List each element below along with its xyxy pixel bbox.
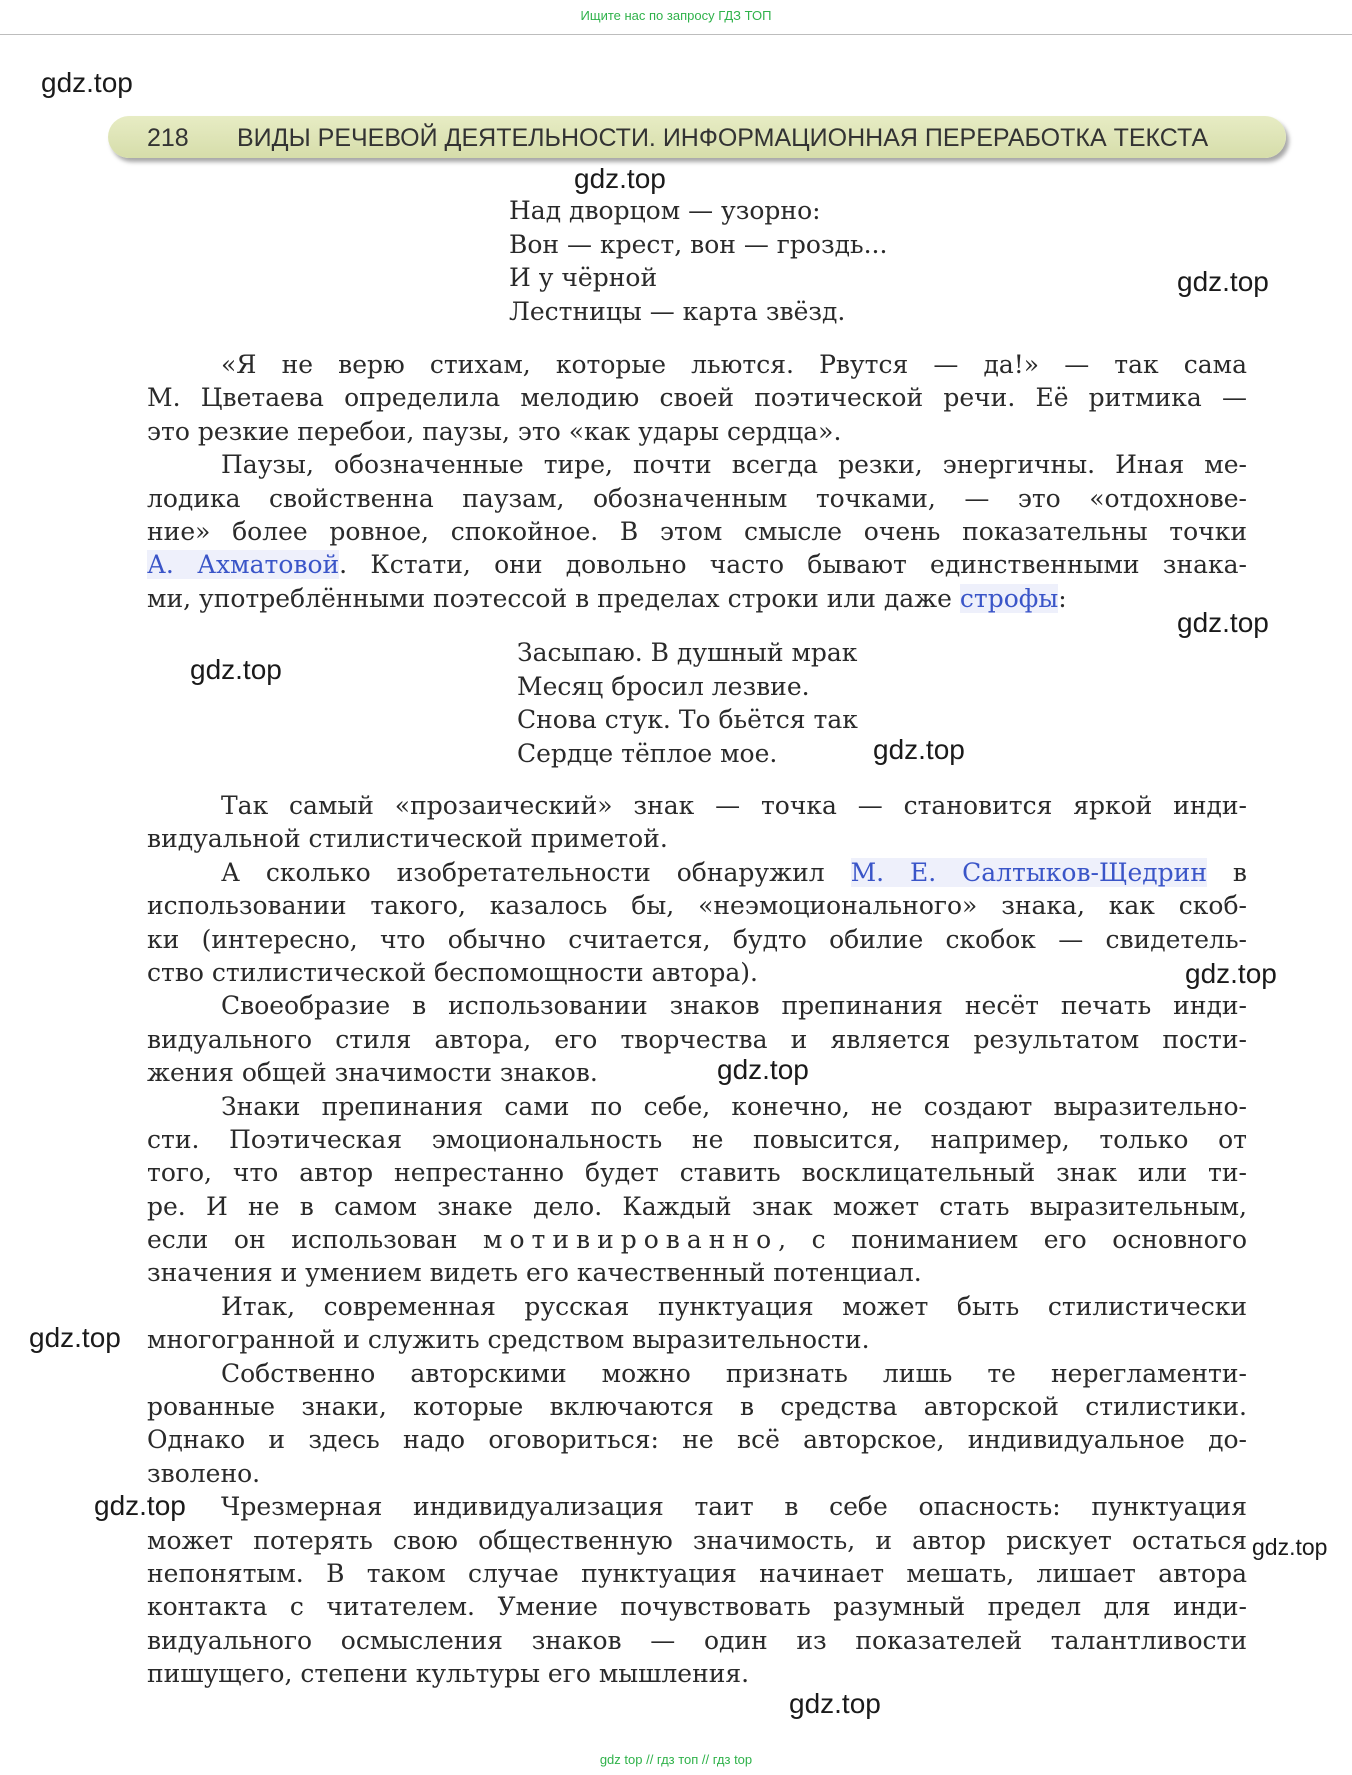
poem-line: Вон — крест, вон — гроздь... [509,229,888,259]
text-line: использовании такого, казалось бы, «неэмоционального» знака, как скоб- [147,891,1247,921]
text-line: ре. И не в самом знаке дело. Каждый знак может стать выразительным, [147,1191,1247,1221]
link-akhmatova[interactable]: А. Ахматовой [147,550,340,580]
watermark: gdz.top [873,734,965,765]
watermark: gdz.top [29,1322,121,1353]
text-line: Чрезмерная индивидуализация таит в себе опасность: пунктуация [221,1492,1247,1522]
text-line: рованные знаки, которые включаются в средства авторской стилистики. [147,1392,1247,1422]
text-line: может потерять свою общественную значимость, и автор рискует остаться [147,1525,1247,1555]
watermark: gdz.top [190,654,282,685]
text-line: Так самый «прозаический» знак — точка — становится яркой инди- [221,791,1247,820]
body-text-lower [147,789,1247,1691]
text-line: это резкие перебои, паузы, это «как удары сердца». [147,416,842,446]
text-line: жения общей значимости знаков. [147,1058,598,1088]
text-line: многогранной и служить средством выразительности. [147,1325,870,1355]
poem-line: Засыпаю. В душный мрак [517,638,858,667]
footer-links[interactable]: gdz top // гдз топ // гдз top [599,1752,753,1767]
text-line: Знаки препинания сами по себе, конечно, не создают выразительно- [221,1091,1247,1121]
text-line: М. Цветаева определила мелодию своей поэтической речи. Её ритмика — [147,383,1247,413]
text-line: ство стилистической беспомощности автора). [147,957,758,987]
poem-tsvetaeva [509,194,887,328]
text-line: ми, употреблёнными поэтессой в пределах строки или даже строфы: [147,583,1067,613]
watermark: gdz.top [1177,266,1269,297]
watermark: gdz.top [94,1490,186,1521]
text-line: пишущего, степени культуры его мышления. [147,1659,750,1689]
text-line: Однако и здесь надо оговориться: не всё авторское, индивидуальное до- [147,1425,1247,1455]
text-line: А сколько изобретательности обнаружил М. Е. Салтыков-Щедрин в [221,857,1247,887]
top-banner [0,0,1352,35]
poem-akhmatova [517,636,858,770]
text-line: ние» более ровное, спокойное. В этом смысле очень показательны точки [147,516,1247,546]
body-text-upper [147,348,1247,615]
poem-line: Сердце тёплое мое. [517,738,778,768]
watermark: gdz.top [41,67,133,98]
text-line: зволено. [147,1458,261,1488]
text-line: того, что автор непрестанно будет ставить восклицательный знак или ти- [147,1158,1247,1188]
text-line: А. Ахматовой. Кстати, они довольно часто бывают единственными знака- [147,550,1247,580]
watermark: gdz.top [717,1054,809,1085]
text-line: лодика свойственна паузам, обозначенным точками, — это «отдохнове- [147,483,1247,513]
poem-line: Месяц бросил лезвие. [517,671,810,701]
text-line: Итак, современная русская пунктуация может быть стилистически [221,1291,1247,1321]
spaced-emphasis: мотивированно [483,1225,779,1255]
text-line: ки (интересно, что обычно считается, будто обилие скобок — свидетель- [147,924,1247,954]
text-line: видуального стиля автора, его творчества и является результатом пости- [147,1024,1247,1054]
watermark: gdz.top [789,1688,881,1719]
poem-line: Снова стук. То бьётся так [517,705,858,734]
text-line: Собственно авторскими можно признать лишь те нерегламенти- [221,1358,1247,1388]
text-line: видуальной стилистической приметой. [147,824,668,854]
watermark: gdz.top [574,163,666,194]
search-hint-link[interactable]: Ищите нас по запросу ГДЗ ТОП [580,8,772,23]
text-line: значения и умением видеть его качественный потенциал. [147,1258,922,1288]
watermark: gdz.top [1252,1534,1328,1560]
link-saltykov-shchedrin[interactable]: М. Е. Салтыков-Щедрин [850,857,1208,887]
text-line: Своеобразие в использовании знаков препинания несёт печать инди- [221,991,1247,1021]
poem-line: И у чёрной [509,263,658,292]
watermark: gdz.top [1177,607,1269,638]
watermark: gdz.top [1185,958,1277,989]
poem-line: Над дворцом — узорно: [509,196,821,225]
link-strofa[interactable]: строфы [959,583,1059,613]
running-header-title: ВИДЫ РЕЧЕВОЙ ДЕЯТЕЛЬНОСТИ. ИНФОРМАЦИОННАЯ ПЕРЕРАБОТКА ТЕКСТА [237,124,1209,152]
text-line: «Я не верю стихам, которые льются. Рвутся — да!» — так сама [221,350,1247,379]
poem-line: Лестницы — карта звёзд. [509,296,846,326]
text-line: если он использован мотивированно, с пониманием его основного [147,1225,1248,1255]
page-number: 218 [147,124,189,152]
text-line: непонятым. В таком случае пунктуация начинает мешать, лишает автора [147,1558,1247,1588]
text-line: видуального осмысления знаков — один из показателей талантливости [147,1625,1247,1655]
text-line: контакта с читателем. Умение почувствовать разумный предел для инди- [147,1592,1247,1622]
text-line: Паузы, обозначенные тире, почти всегда резки, энергичны. Иная ме- [221,450,1247,480]
text-line: сти. Поэтическая эмоциональность не повысится, например, только от [147,1124,1247,1154]
